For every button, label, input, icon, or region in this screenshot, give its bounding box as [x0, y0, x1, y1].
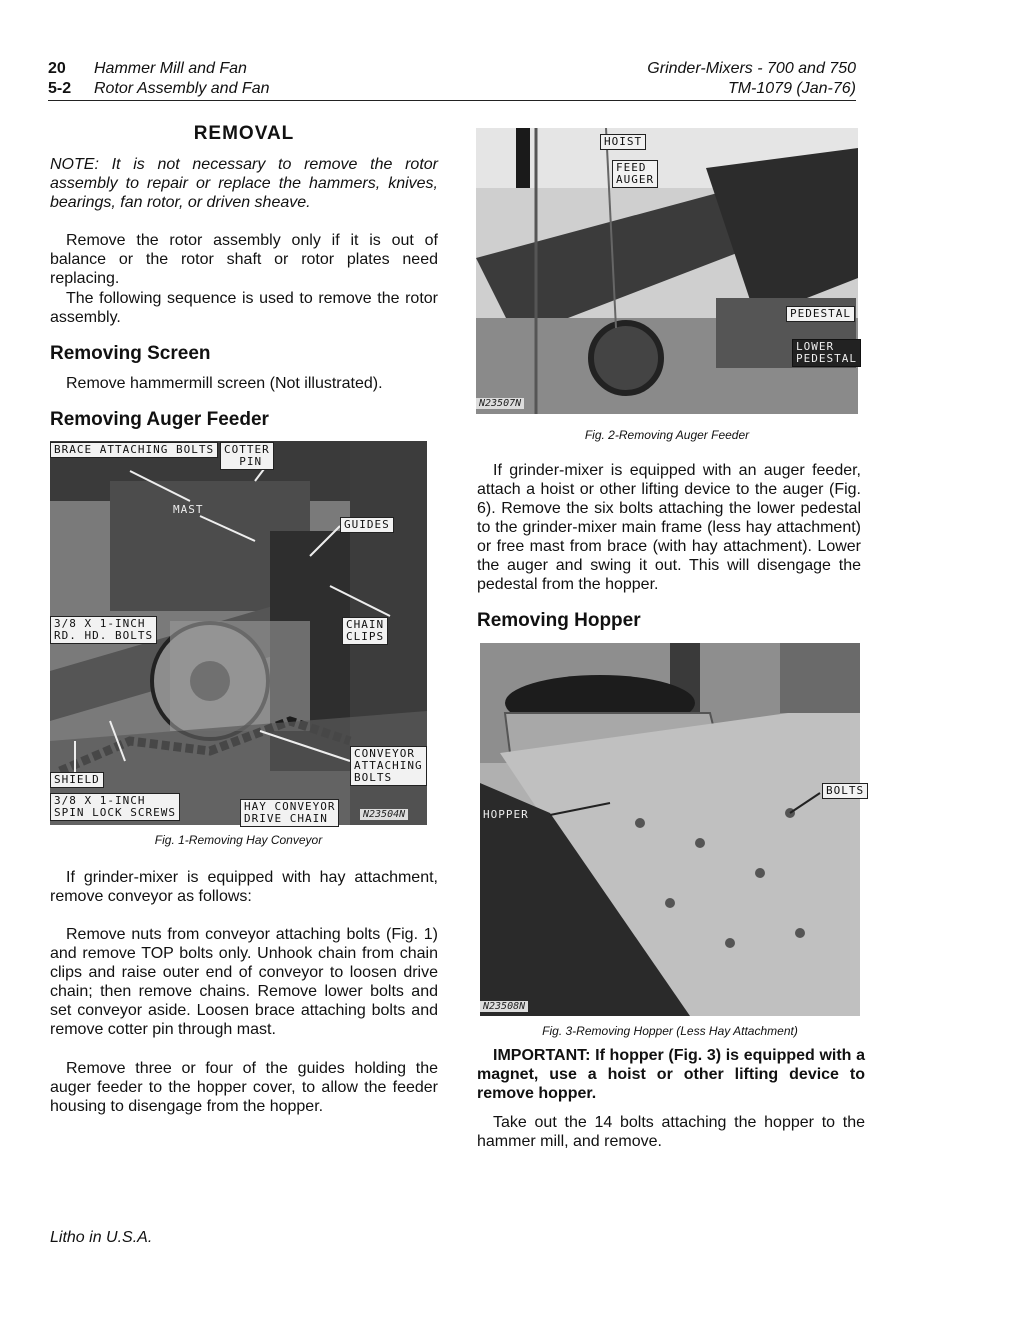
label-hopper: HOPPER — [483, 808, 529, 821]
paragraph-auger-feeder: If grinder-mixer is equipped with an auger feeder, attach a hoist or other lifting device to the auger (Fig. 6). Remove the six bolts attaching the lower pedestal to the grinder-mixer main frame (less hay attachment) or free mast from brace (with hay attachment). Lower the auger and swing it out. This will disengage the pedestal from the hopper. — [477, 462, 861, 593]
manual-title: Grinder-Mixers - 700 and 750 — [647, 60, 856, 77]
fig3-photo — [480, 643, 865, 1016]
label-cotter-pin: COTTER PIN — [220, 442, 274, 470]
label-bolts: BOLTS — [822, 783, 868, 799]
fig1-caption: Fig. 1-Removing Hay Conveyor — [154, 833, 323, 847]
label-conveyor-attaching-bolts: CONVEYOR ATTACHING BOLTS — [350, 746, 427, 786]
paragraph-remove-guides: Remove three or four of the guides holding the auger feeder to the hopper cover, to allow the feeder housing to disengage from the hopper. — [50, 1060, 438, 1115]
label-chain-clips: CHAIN CLIPS — [342, 617, 388, 645]
header-title-1: Hammer Mill and Fan — [94, 60, 247, 77]
label-feed-auger: FEED AUGER — [612, 160, 658, 188]
page-header-right — [600, 59, 856, 99]
label-brace-attaching-bolts: BRACE ATTACHING BOLTS — [50, 442, 218, 458]
fig1-photo — [50, 441, 427, 825]
page-number: 20 — [48, 60, 66, 77]
label-spin-lock-screws: 3/8 X 1-INCH SPIN LOCK SCREWS — [50, 793, 180, 821]
fig2-caption: Fig. 2-Removing Auger Feeder — [584, 428, 750, 442]
fig2-code: N23507N — [476, 398, 524, 409]
label-mast: MAST — [173, 503, 204, 516]
paragraph-sequence: The following sequence is used to remove the rotor assembly. — [50, 290, 438, 326]
paragraph-hay-attachment: If grinder-mixer is equipped with hay attachment, remove conveyor as follows: — [50, 869, 438, 905]
note-text: NOTE: It is not necessary to remove the rotor assembly to repair or replace the hammers, knives, bearings, fan rotor, or driven sheave. — [50, 156, 438, 211]
paragraph-remove-nuts: Remove nuts from conveyor attaching bolts (Fig. 1) and remove TOP bolts only. Unhook chain from chain clips and raise outer end of conveyor to loosen drive chain; then remove chains. Remove lower bolts and set conveyor aside. Loosen brace attaching bolts and remove cotter pin through mast. — [50, 926, 438, 1038]
removal-heading: REMOVAL — [193, 123, 295, 144]
label-shield: SHIELD — [50, 772, 104, 788]
important-notice: IMPORTANT: If hopper (Fig. 3) is equipped with a magnet, use a hoist or other lifting device to remove hopper. — [477, 1047, 865, 1102]
removing-hopper-heading: Removing Hopper — [477, 610, 641, 631]
header-title-2: Rotor Assembly and Fan — [94, 80, 270, 97]
label-drive-chain: HAY CONVEYOR DRIVE CHAIN — [240, 799, 339, 827]
removing-auger-heading: Removing Auger Feeder — [50, 409, 269, 430]
label-guides: GUIDES — [340, 517, 394, 533]
fig3-code: N23508N — [480, 1001, 528, 1012]
footer-litho: Litho in U.S.A. — [50, 1229, 153, 1246]
removing-screen-heading: Removing Screen — [50, 343, 211, 364]
manual-id: TM-1079 (Jan-76) — [727, 80, 856, 97]
fig1-code: N23504N — [360, 809, 408, 820]
paragraph-remove-bolts: Take out the 14 bolts attaching the hopper to the hammer mill, and remove. — [477, 1114, 865, 1150]
paragraph-removal-condition: Remove the rotor assembly only if it is out of balance or the rotor shaft or rotor plates need replacing. — [50, 232, 438, 287]
fig2-photo — [476, 128, 858, 414]
header-rule — [48, 100, 856, 101]
screen-text: Remove hammermill screen (Not illustrated). — [66, 375, 383, 392]
section-number: 5-2 — [48, 80, 72, 97]
label-rd-hd-bolts: 3/8 X 1-INCH RD. HD. BOLTS — [50, 616, 157, 644]
fig3-caption: Fig. 3-Removing Hopper (Less Hay Attachment) — [542, 1024, 798, 1038]
page-header-left — [48, 59, 269, 99]
label-pedestal: PEDESTAL — [786, 306, 855, 322]
label-hoist: HOIST — [600, 134, 646, 150]
fig3-illustration — [480, 643, 860, 1016]
label-lower-pedestal: LOWER PEDESTAL — [792, 339, 861, 367]
fig2-illustration — [476, 128, 858, 414]
